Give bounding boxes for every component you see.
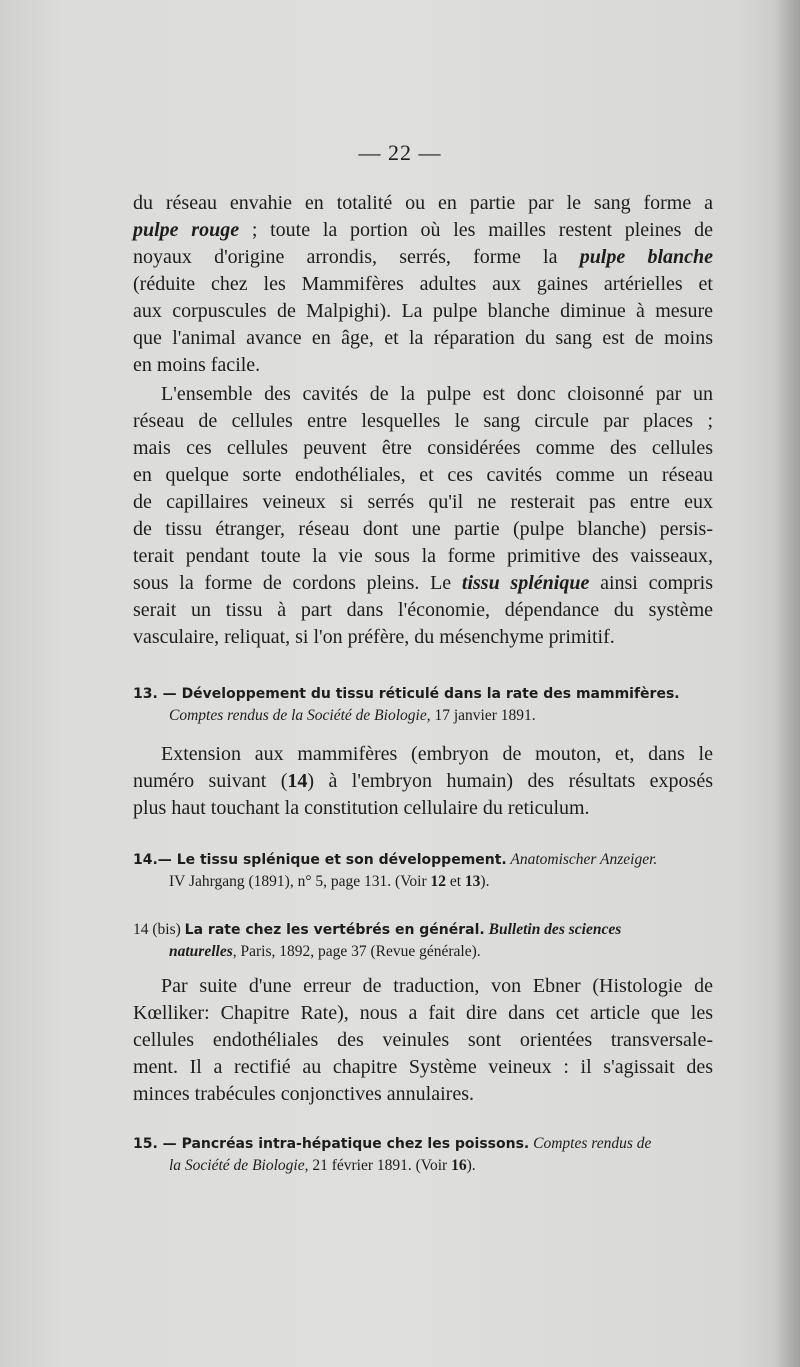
text-line: en quelque sorte endothéliales, et ces cavités comme un réseau (133, 464, 713, 486)
reference-title: Pancréas intra-hépatique chez les poissons. (181, 1136, 530, 1152)
paragraph-2 (133, 381, 713, 651)
reference-journal: Bulletin des sciences (484, 921, 622, 938)
reference-line (133, 1155, 713, 1177)
bold-ref: 13 (464, 873, 481, 890)
reference-line (133, 683, 713, 705)
reference-title: La rate chez les vertébrés en général. (184, 922, 485, 938)
reference-journal: Comptes rendus de (529, 1135, 652, 1152)
text-line (133, 768, 713, 795)
paragraph-4 (133, 973, 713, 1108)
reference-journal: naturelles (169, 943, 233, 960)
text-line: (réduite chez les Mammifères adultes aux gaines artérielles et (133, 273, 713, 295)
text-line: serait un tissu à part dans l'économie, dépendance du système (133, 599, 713, 621)
reference-line (133, 871, 713, 893)
text-run: , 21 février 1891. (Voir (304, 1157, 452, 1174)
text-line: minces trabécules conjonctives annulaires. (133, 1083, 474, 1105)
text-line (133, 217, 713, 244)
text-run: ainsi compris (589, 572, 714, 594)
text-line: mais ces cellules peuvent être considérées comme des cellules (133, 437, 713, 459)
reference-line (133, 1133, 713, 1155)
text-line: ment. Il a rectifié au chapitre Système veineux : il s'agissait des (133, 1056, 713, 1078)
reference-journal: la Société de Biologie (169, 1157, 305, 1174)
text-line: aux corpuscules de Malpighi). La pulpe blanche diminue à mesure (133, 300, 713, 322)
text-line: L'ensemble des cavités de la pulpe est donc cloisonné par un (161, 383, 713, 405)
text-run: ) à l'embryon humain) des résultats exposés (307, 770, 713, 792)
reference-line (133, 941, 713, 963)
reference-number: 14.— (133, 852, 177, 868)
bold-ref: 12 (430, 873, 446, 890)
text-line: cellules endothéliales des veinules sont orientées transversale- (133, 1029, 713, 1051)
italic-term: tissu splénique (461, 572, 590, 594)
bold-ref: 16 (451, 1157, 467, 1174)
text-line: du réseau envahie en totalité ou en partie par le sang forme a (133, 192, 713, 214)
reference-number: 14 (bis) (133, 921, 185, 938)
reference-14-bis (133, 919, 713, 963)
italic-term: pulpe rouge (133, 219, 240, 241)
page-number: — 22 — (358, 140, 442, 165)
reference-journal: Anatomischer Anzeiger. (506, 851, 658, 868)
paragraph-1 (133, 190, 713, 379)
text-line: réseau de cellules entre lesquelles le sang circule par places ; (133, 410, 713, 432)
reference-number: 15. — (133, 1136, 182, 1152)
text-line: plus haut touchant la constitution cellulaire du reticulum. (133, 797, 590, 819)
text-line (133, 244, 713, 271)
reference-title: Le tissu splénique et son développement. (176, 852, 507, 868)
text-run: sous la forme de cordons pleins. Le (133, 572, 462, 594)
text-line: en moins facile. (133, 354, 261, 376)
text-run: et (445, 873, 465, 890)
text-line: de tissu étranger, réseau dont une partie (pulpe blanche) persis- (133, 518, 713, 540)
text-line (133, 570, 713, 597)
text-run: ; toute la portion où les mailles restent pleines de (239, 219, 713, 241)
reference-number: 13. — (133, 686, 182, 702)
reference-journal: Comptes rendus de la Société de Biologie (169, 707, 427, 724)
reference-15 (133, 1133, 713, 1177)
reference-14 (133, 849, 713, 893)
text-line: terait pendant toute la vie sous la forme primitive des vaisseaux, (133, 545, 713, 567)
text-line: Par suite d'une erreur de traduction, von Ebner (Histologie de (161, 975, 713, 997)
text-line: que l'animal avance en âge, et la réparation du sang est de moins (133, 327, 713, 349)
text-line: Kœlliker: Chapitre Rate), nous a fait dire dans cet article que les (133, 1002, 713, 1024)
text-line: de capillaires veineux si serrés qu'il ne resterait pas entre eux (133, 491, 713, 513)
text-run: IV Jahrgang (1891), n° 5, page 131. (Voir (169, 873, 431, 890)
reference-title: Développement du tissu réticulé dans la rate des mammifères. (181, 686, 680, 702)
reference-line (133, 849, 713, 871)
italic-term: pulpe blanche (579, 246, 713, 268)
reference-13 (133, 683, 713, 727)
page-edge-shadow (774, 0, 800, 1367)
text-line: Extension aux mammifères (embryon de mouton, et, dans le (161, 743, 713, 765)
reference-date: , 17 janvier 1891. (426, 707, 536, 724)
text-run: noyaux d'origine arrondis, serrés, forme la (133, 246, 580, 268)
text-run: numéro suivant ( (133, 770, 288, 792)
reference-line (133, 919, 713, 941)
text-run: , Paris, 1892, page 37 (Revue générale). (232, 943, 481, 960)
text-line: vasculaire, reliquat, si l'on préfère, du mésenchyme primitif. (133, 626, 615, 648)
reference-line (133, 705, 713, 727)
text-run: ). (480, 873, 490, 890)
text-run: ). (466, 1157, 476, 1174)
paragraph-3 (133, 741, 713, 822)
bold-ref: 14 (287, 770, 308, 792)
